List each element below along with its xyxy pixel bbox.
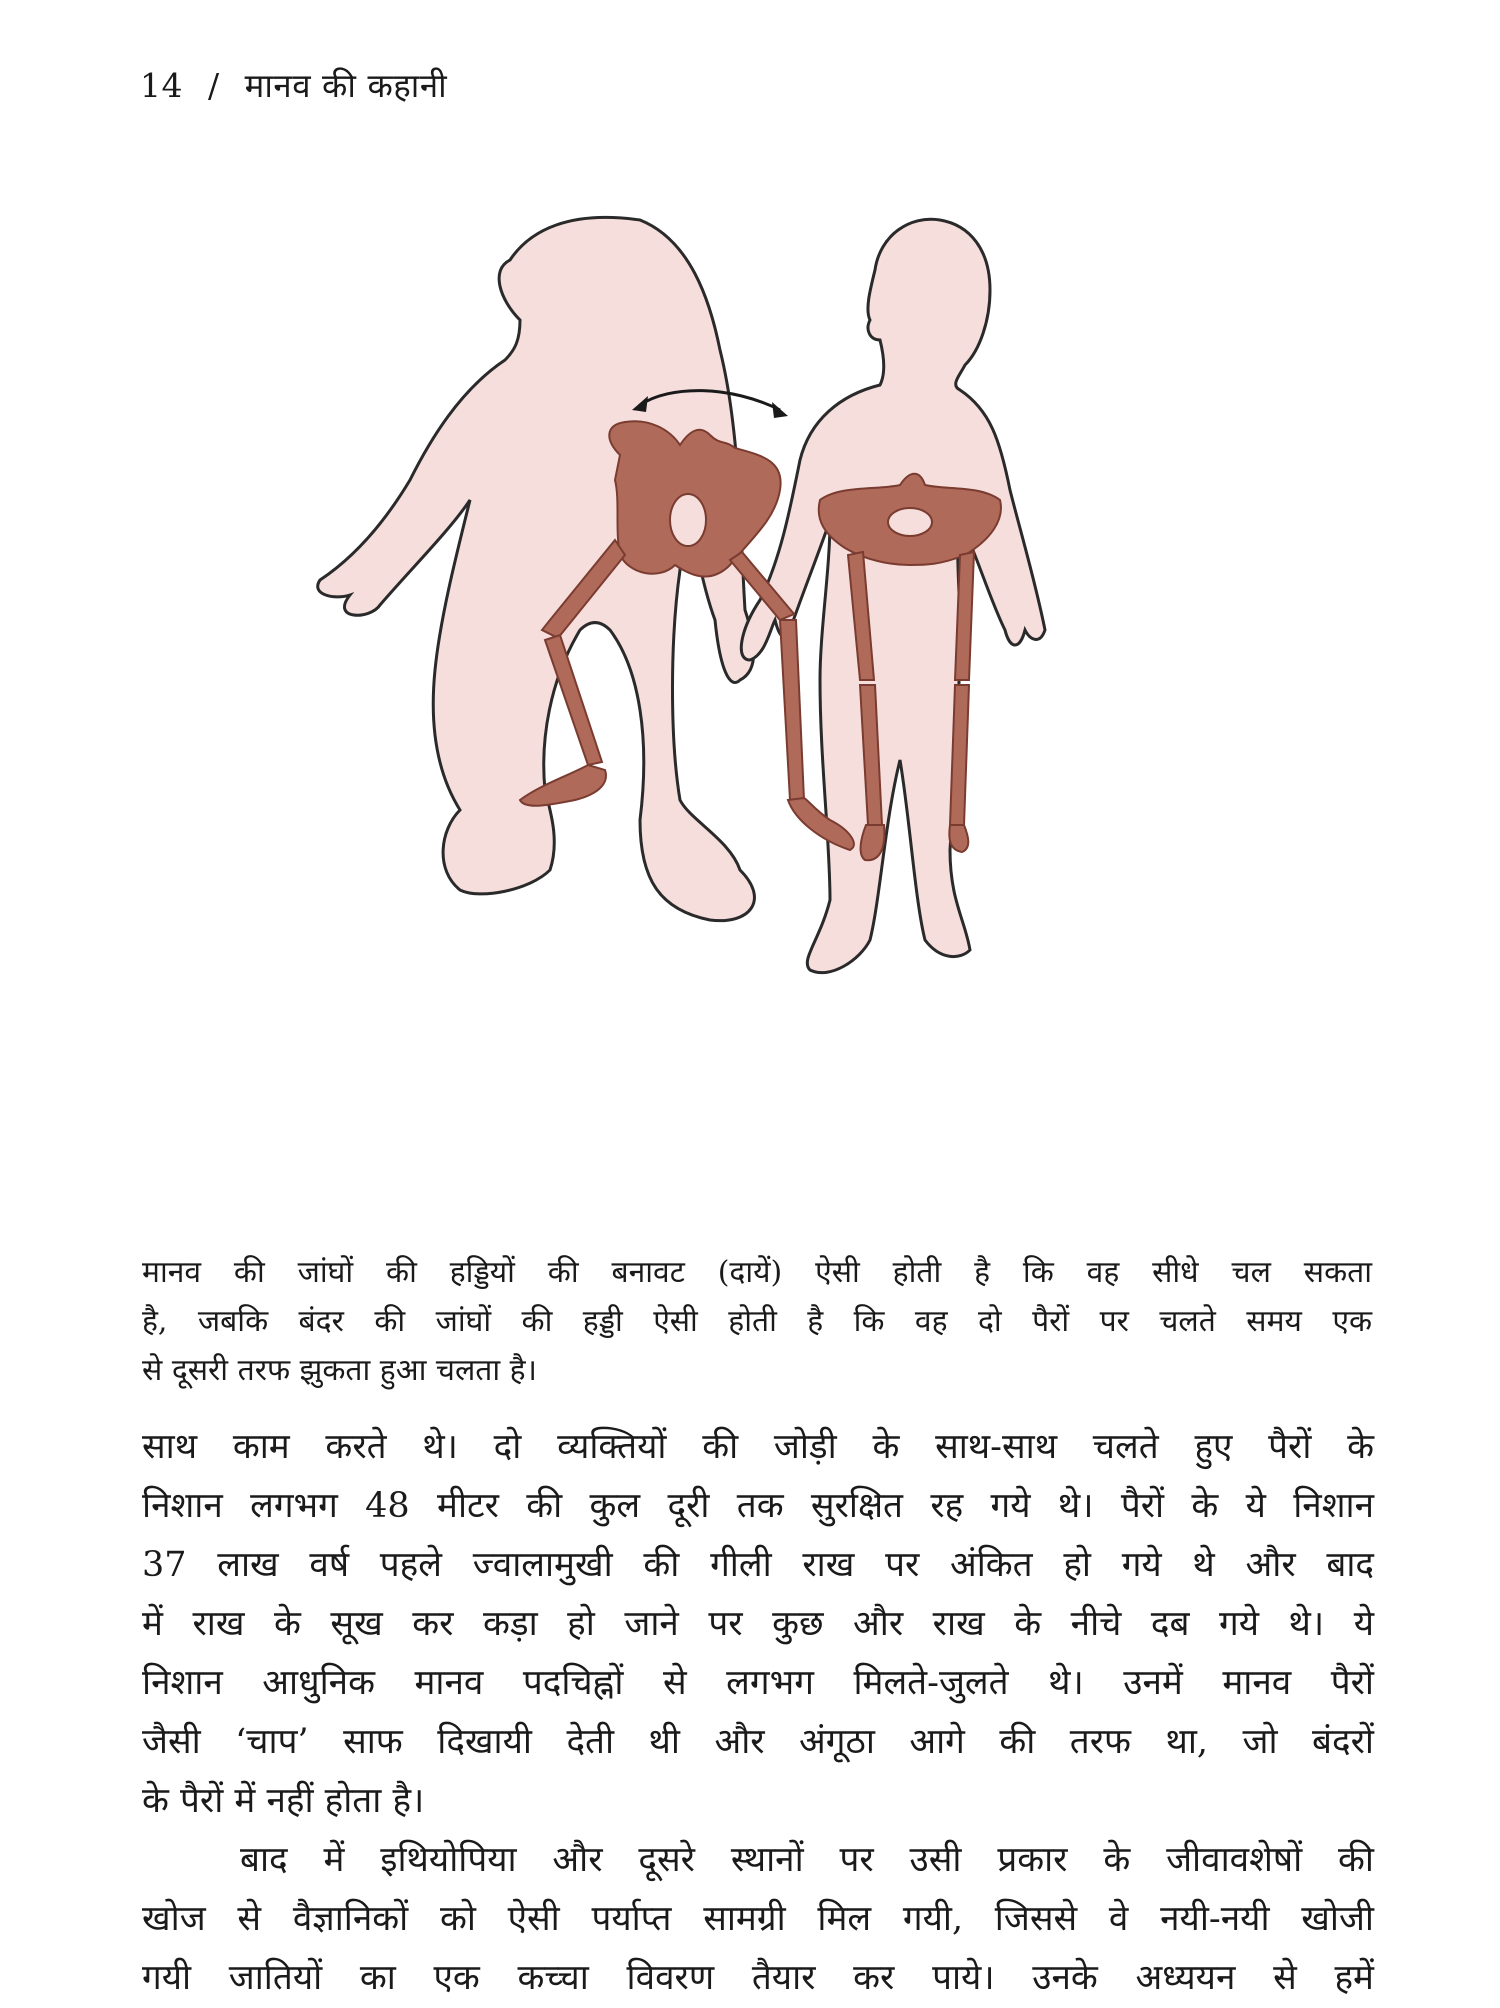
ape-left-shin	[545, 635, 602, 765]
human-pelvis-hole	[888, 508, 932, 536]
running-head	[140, 62, 447, 107]
body-line: गयी जातियों का एक कच्चा विवरण तैयार कर पाये। उनके अध्ययन से हमें	[142, 1958, 1374, 1998]
human-body-outline	[741, 219, 1045, 972]
body-line: 37 लाख वर्ष पहले ज्वालामुखी की गीली राख पर अंकित हो गये थे और बाद	[142, 1545, 1374, 1585]
body-line: में राख के सूख कर कड़ा हो जाने पर कुछ और राख के नीचे दब गये थे। ये	[142, 1604, 1374, 1644]
caption-line: मानव की जांघों की हड्डियों की बनावट (दायें) ऐसी होती है कि वह सीधे चल सकता	[142, 1255, 1372, 1290]
figure-caption	[142, 1248, 1372, 1395]
human-right-foot	[949, 825, 968, 852]
book-title: मानव की कहानी	[244, 66, 448, 105]
body-line: के पैरों में नहीं होता है।	[142, 1781, 425, 1821]
body-line: बाद में इथियोपिया और दूसरे स्थानों पर उसी प्रकार के जीवावशेषों की	[240, 1840, 1374, 1880]
head-separator: /	[208, 66, 220, 105]
hip-sway-arrow-head-right	[772, 402, 788, 418]
body-line: निशान आधुनिक मानव पदचिह्नों से लगभग मिलते-जुलते थे। उनमें मानव पैरों	[142, 1663, 1374, 1703]
body-line: साथ काम करते थे। दो व्यक्तियों की जोड़ी के साथ-साथ चलते हुए पैरों के	[142, 1427, 1374, 1467]
caption-line: है, जबकि बंदर की जांघों की हड्डी ऐसी होती है कि वह दो पैरों पर चलते समय एक	[142, 1304, 1372, 1339]
body-line: खोज से वैज्ञानिकों को ऐसी पर्याप्त सामग्री मिल गयी, जिससे वे नयी-नयी खोजी	[142, 1899, 1374, 1939]
body-line: निशान लगभग 48 मीटर की कुल दूरी तक सुरक्षित रह गये थे। पैरों के ये निशान	[142, 1486, 1374, 1526]
caption-line: से दूसरी तरफ झुकता हुआ चलता है।	[142, 1353, 537, 1388]
body-line: जैसी ‘चाप’ साफ दिखायी देती थी और अंगूठा आगे की तरफ था, जो बंदरों	[142, 1722, 1374, 1762]
body-text	[142, 1418, 1374, 2008]
ape-human-comparison-illustration	[220, 200, 1310, 1110]
page-number: 14	[140, 66, 183, 105]
ape-right-shin	[780, 620, 804, 800]
ape-pelvis-hole	[670, 494, 706, 546]
